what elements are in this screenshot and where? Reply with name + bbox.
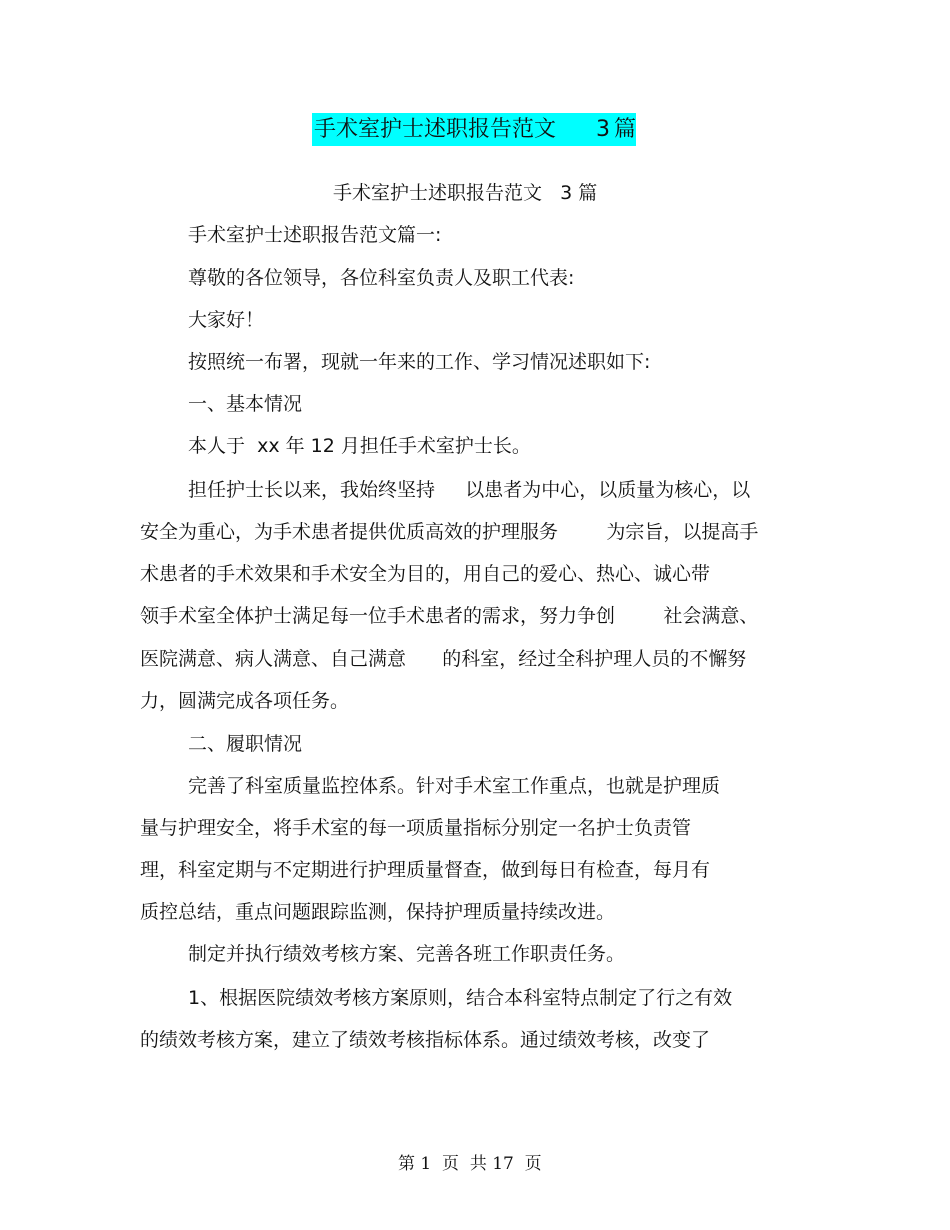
paragraph-line: 1、根据医院绩效考核方案原则，结合本科室特点制定了行之有效 xyxy=(188,987,733,1009)
paragraph-line: 的绩效考核方案，建立了绩效考核指标体系。通过绩效考核，改变了 xyxy=(140,1029,711,1051)
paragraph-line: 按照统一布署，现就一年来的工作、学习情况述职如下: xyxy=(188,351,651,373)
paragraph-line: 医院满意、病人满意、自己满意 的科室，经过全科护理人员的不懈努 xyxy=(140,648,747,670)
section-heading: 手术室护士述职报告范文篇一: xyxy=(188,224,442,246)
page-number-footer: 第 1 页 共 17 页 xyxy=(398,1154,542,1174)
subsection-heading: 二、履职情况 xyxy=(188,733,303,755)
subsection-heading: 一、基本情况 xyxy=(188,393,303,415)
paragraph-line: 量与护理安全，将手术室的每一项质量指标分别定一名护士负责管 xyxy=(140,817,692,839)
title-number: 3 xyxy=(596,117,611,142)
paragraph-line: 力，圆满完成各项任务。 xyxy=(140,690,350,712)
paragraph-line: 术患者的手术效果和手术安全为目的，用自己的爱心、热心、诚心带 xyxy=(140,563,711,585)
paragraph-line: 完善了科室质量监控体系。针对手术室工作重点，也就是护理质 xyxy=(188,775,721,797)
title-main: 手术室护士述职报告范文 xyxy=(314,117,557,142)
document-title xyxy=(312,113,636,146)
salutation: 尊敬的各位领导，各位科室负责人及职工代表: xyxy=(188,267,575,289)
paragraph-line: 领手术室全体护士满足每一位手术患者的需求，努力争创 社会满意、 xyxy=(140,605,759,627)
paragraph-line: 制定并执行绩效考核方案、完善各班工作职责任务。 xyxy=(188,943,626,965)
paragraph-line: 理，科室定期与不定期进行护理质量督查，做到每日有检查，每月有 xyxy=(140,859,711,881)
title-unit: 篇 xyxy=(614,117,637,142)
paragraph-line: 质控总结，重点问题跟踪监测，保持护理质量持续改进。 xyxy=(140,901,616,923)
paragraph-line: 安全为重心，为手术患者提供优质高效的护理服务 为宗旨，以提高手 xyxy=(140,521,759,543)
greeting: 大家好！ xyxy=(188,309,265,331)
document-subtitle: 手术室护士述职报告范文 3 篇 xyxy=(333,182,598,204)
paragraph-line: 本人于 xx 年 12 月担任手术室护士长。 xyxy=(188,435,531,457)
paragraph-line: 担任护士长以来，我始终坚持 以患者为中心，以质量为核心，以 xyxy=(188,479,751,501)
